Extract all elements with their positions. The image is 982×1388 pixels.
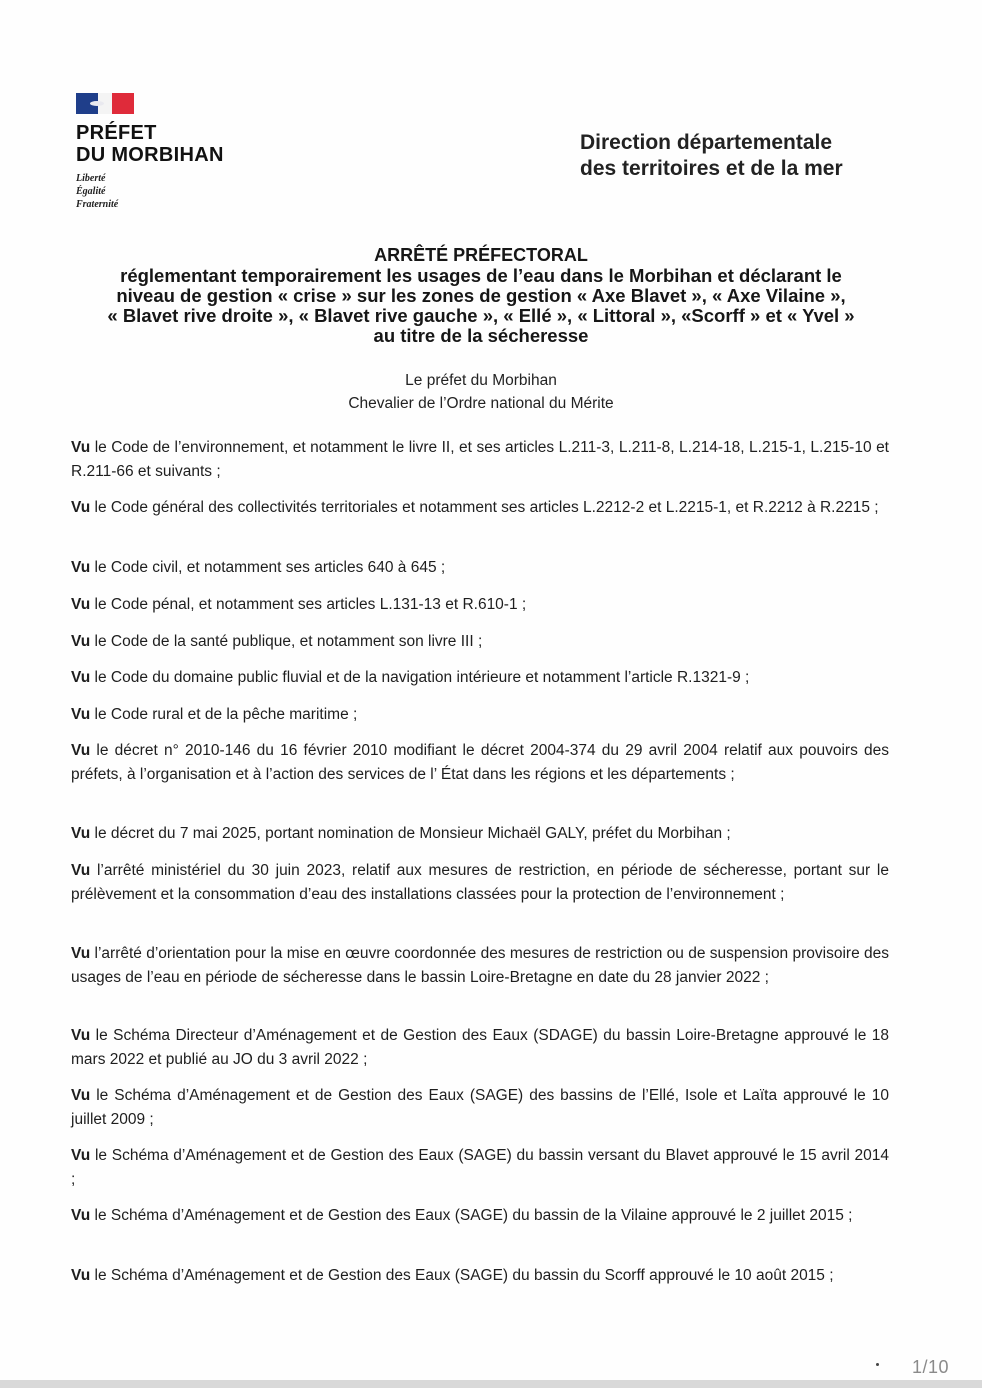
visa-paragraph: Vu le Schéma Directeur d’Aménagement et de Gestion des Eaux (SDAGE) du bassin Loire-Bretagne approuvé le 18 mars 2022 et publié au JO du 3 avril 2022 ; [71,1027,889,1068]
direction-heading: Direction départementale des territoires et de la mer [580,131,843,180]
visa-paragraph: Vu le Code du domaine public fluvial et de la navigation intérieure et notamment l’article R.1321-9 ; [71,669,750,686]
visa-paragraph: Vu le Code pénal, et notamment ses articles L.131-13 et R.610-1 ; [71,596,527,613]
title-line: niveau de gestion « crise » sur les zones de gestion « Axe Blavet », « Axe Vilaine », [116,285,846,306]
visa-paragraph: Vu le Schéma d’Aménagement et de Gestion des Eaux (SAGE) du bassin du Scorff approuvé le 10 août 2015 ; [71,1267,834,1284]
page-bottom-edge [0,1380,982,1388]
marianne-flag-icon [76,93,134,114]
scan-speck [876,1363,879,1366]
page-number: 1/10 [912,1357,950,1377]
republic-motto: Liberté Égalité Fraternité [76,173,119,210]
prefet-title: PRÉFET DU MORBIHAN [76,122,224,166]
visa-paragraph: Vu le Schéma d’Aménagement et de Gestion des Eaux (SAGE) du bassin de la Vilaine approuvé le 2 juillet 2015 ; [71,1207,853,1224]
title-main: ARRÊTÉ PRÉFECTORAL [374,245,588,265]
visa-paragraph: Vu le Schéma d’Aménagement et de Gestion des Eaux (SAGE) des bassins de l’Ellé, Isole et Laïta approuvé le 10 juillet 2009 ; [71,1087,889,1128]
visa-paragraph: Vu le Code de l’environnement, et notamment le livre II, et ses articles L.211-3, L.211-8, L.214-18, L.215-1, L.215-10 et R.211-66 et suivants ; [71,439,889,480]
visa-paragraph: Vu le Code général des collectivités territoriales et notamment ses articles L.2212-2 et L.2215-1, et R.2212 à R.2215 ; [71,499,879,516]
title-line: réglementant temporairement les usages de l’eau dans le Morbihan et déclarant le [120,265,842,286]
visa-paragraph: Vu le Code rural et de la pêche maritime ; [71,706,358,723]
visa-paragraph: Vu le Schéma d’Aménagement et de Gestion des Eaux (SAGE) du bassin versant du Blavet approuvé le 15 avril 2014 ; [71,1147,889,1188]
prefet-authority: Le préfet du Morbihan Chevalier de l’Ordre national du Mérite [348,372,614,412]
prefet-logo [76,93,224,211]
arrete-title [60,244,902,346]
visa-paragraph: Vu le Code de la santé publique, et notamment son livre III ; [71,633,483,650]
visa-paragraph: Vu l’arrêté ministériel du 30 juin 2023, relatif aux mesures de restriction, en période de sécheresse, portant sur le prélèvement et la consommation d’eau des installations classées pour la protection de l’environnement ; [71,862,889,903]
visa-paragraph: Vu le décret n° 2010-146 du 16 février 2010 modifiant le décret 2004-374 du 29 avril 2004 relatif aux pouvoirs des préfets, à l’organisation et à l’action des services de l’ État dans les régions et les départements ; [71,742,889,783]
title-line: « Blavet rive droite », « Blavet rive gauche », « Ellé », « Littoral », «Scorff » et « Yvel » [107,305,855,326]
visa-paragraph: Vu le Code civil, et notamment ses articles 640 à 645 ; [71,559,446,576]
visa-paragraph: Vu l’arrêté d’orientation pour la mise en œuvre coordonnée des mesures de restriction ou de suspension provisoire des usages de l’eau en période de sécheresse dans le bassin Loire-Bretagne en date du 28 janvier 2022 ; [71,945,889,986]
visa-paragraph: Vu le décret du 7 mai 2025, portant nomination de Monsieur Michaël GALY, préfet du Morbihan ; [71,825,731,842]
title-line: au titre de la sécheresse [373,325,589,346]
